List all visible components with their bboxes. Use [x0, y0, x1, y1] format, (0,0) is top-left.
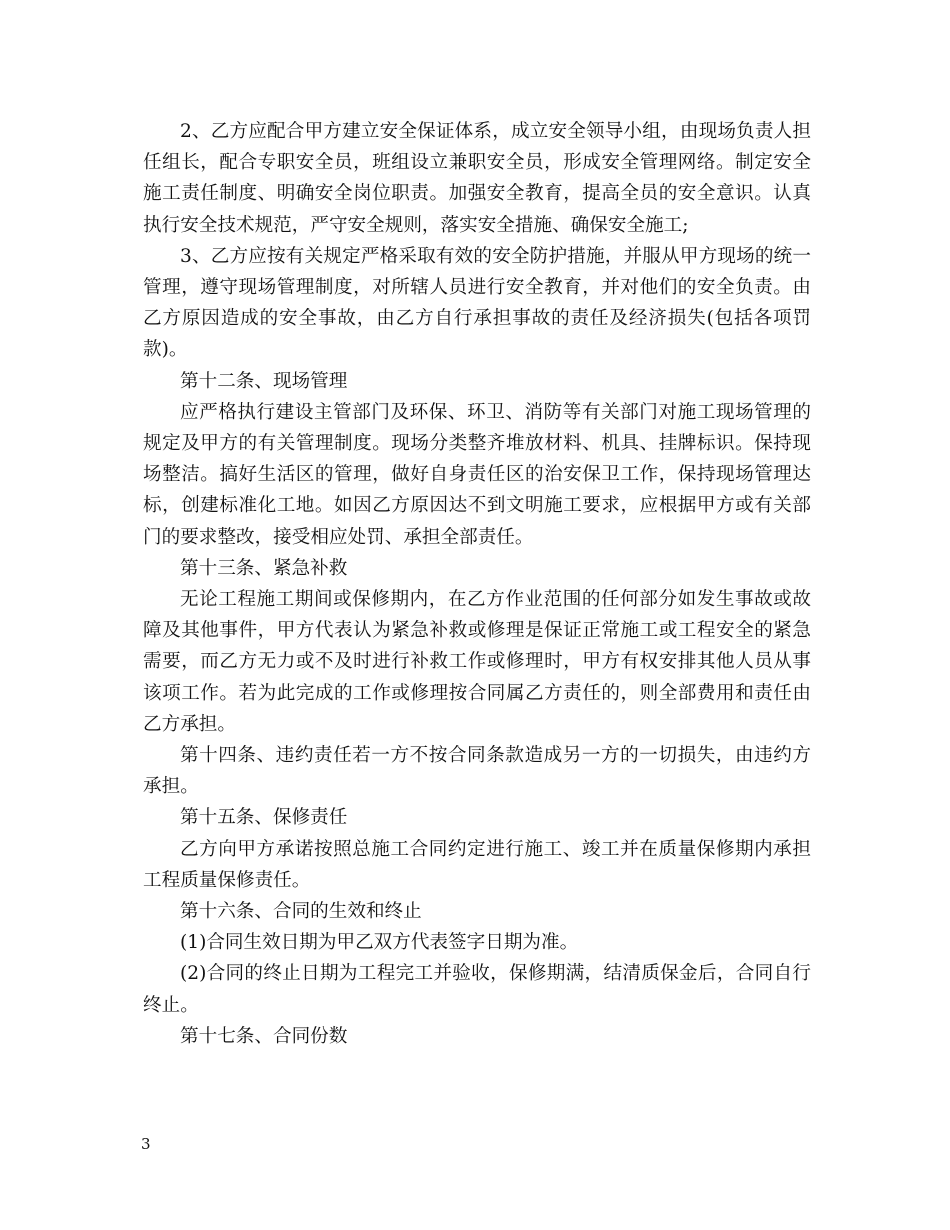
article-12-heading: 第十二条、现场管理 [180, 370, 348, 392]
clause-item-3: 3、乙方应按有关规定严格采取有效的安全防护措施，并服从甲方现场的统一管理，遵守现场管理制度，对所辖人员进行安全教育，并对他们的安全负责。由乙方原因造成的安全事故，由乙方自行承担事故的责任及经济损失(包括各项罚款)。 [143, 245, 811, 361]
article-13-heading: 第十三条、紧急补救 [180, 557, 348, 579]
clause-item-2: 2、乙方应配合甲方建立安全保证体系，成立安全领导小组，由现场负责人担任组长，配合专职安全员，班组设立兼职安全员，形成安全管理网络。制定安全施工责任制度、明确安全岗位职责。加强安全教育，提高全员的安全意识。认真执行安全技术规范，严守安全规则，落实安全措施、确保安全施工; [143, 121, 811, 236]
article-17-heading: 第十七条、合同份数 [180, 1025, 348, 1047]
document-body [143, 116, 811, 1052]
article-12-text: 应严格执行建设主管部门及环保、环卫、消防等有关部门对施工现场管理的规定及甲方的有关管理制度。现场分类整齐堆放材料、机具、挂牌标识。保持现场整洁。搞好生活区的管理，做好自身责任区的治安保卫工作，保持现场管理达标，创建标准化工地。如因乙方原因达不到文明施工要求，应根据甲方或有关部门的要求整改，接受相应处罚、承担全部责任。 [143, 401, 811, 548]
article-16-item-1: (1)合同生效日期为甲乙双方代表签字日期为准。 [180, 932, 579, 954]
article-15-heading: 第十五条、保修责任 [180, 807, 348, 829]
page-number: 3 [141, 1135, 151, 1153]
article-15-text: 乙方向甲方承诺按照总施工合同约定进行施工、竣工并在质量保修期内承担工程质量保修责任。 [143, 838, 811, 891]
article-13-text: 无论工程施工期间或保修期内，在乙方作业范围的任何部分如发生事故或故障及其他事件，甲方代表认为紧急补救或修理是保证正常施工或工程安全的紧急需要，而乙方无力或不及时进行补救工作或修理时，甲方有权安排其他人员从事该项工作。若为此完成的工作或修理按合同属乙方责任的，则全部费用和责任由乙方承担。 [143, 589, 811, 735]
article-16-heading: 第十六条、合同的生效和终止 [180, 901, 422, 923]
article-16-item-2: (2)合同的终止日期为工程完工并验收，保修期满，结清质保金后，合同自行终止。 [143, 963, 811, 1016]
article-14-text: 第十四条、违约责任若一方不按合同条款造成另一方的一切损失，由违约方承担。 [143, 745, 811, 798]
